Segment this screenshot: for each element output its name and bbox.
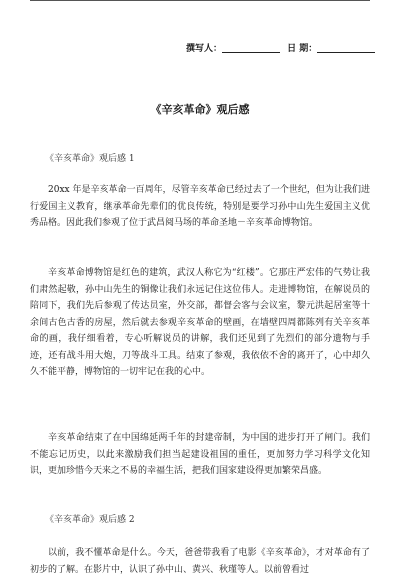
date-label: 日 期：: [287, 44, 318, 54]
author-blank: [222, 43, 280, 53]
section-1-paragraph-2: 辛亥革命博物馆是红色的建筑，武汉人称它为“红楼”。它那庄严宏伟的气势让我们肃然起敬，孙中山先生的铜像让我们永远记住这位伟人。走进博物馆，在解说员的陪同下，我们先后参观了传达员室，外交部，都督会客与会议室，黎元洪起居室等十余间古色古香的房屋，然后就去参观辛亥革命的壁画，在墙壁四周都陈列有关辛亥革命的画，我仔细看着，专心听解说员的讲解，我们还见到了先烈们的部分遗物与手迹，还有战斗用大炮，刀等战斗工具。结束了参观，我依依不舍的离开了，心中却久久不能平静，博物馆的一切牢记在我的心中。: [30, 268, 370, 377]
section-2-heading: 《辛亥革命》观后感 2: [45, 515, 135, 525]
author-label: 撰写人：: [186, 44, 223, 54]
author-date-line: [186, 41, 375, 54]
top-rule: [30, 0, 370, 1]
section-2-paragraph-1: 以前，我不懂革命是什么。今天，爸爸带我看了电影《辛亥革命》，才对革命有了初步的了解。在影片中，认识了孙中山、黄兴、秋瑾等人。以前曾看过: [30, 548, 370, 575]
section-1-paragraph-3: 辛亥革命结束了在中国绵延两千年的封建帝制，为中国的进步打开了闸门。我们不能忘记历史，以此来激励我们担当起建设祖国的重任，更加努力学习科学文化知识，更加珍惜今天来之不易的幸福生活，把我们国家建设得更加繁荣昌盛。: [30, 433, 370, 476]
section-1-heading: 《辛亥革命》观后感 1: [45, 154, 135, 164]
document-title: 《辛亥革命》观后感: [150, 103, 250, 116]
section-1-paragraph-1: 20xx 年是辛亥革命一百周年，尽管辛亥革命已经过去了一个世纪，但为让我们进行爱国主义教育，继承革命先辈们的优良传统，特别是要学习孙中山先生爱国主义优秀品格。因此我们参观了位于武昌阅马场的革命圣地－辛亥革命博物馆。: [30, 185, 370, 228]
date-blank: [317, 43, 375, 53]
